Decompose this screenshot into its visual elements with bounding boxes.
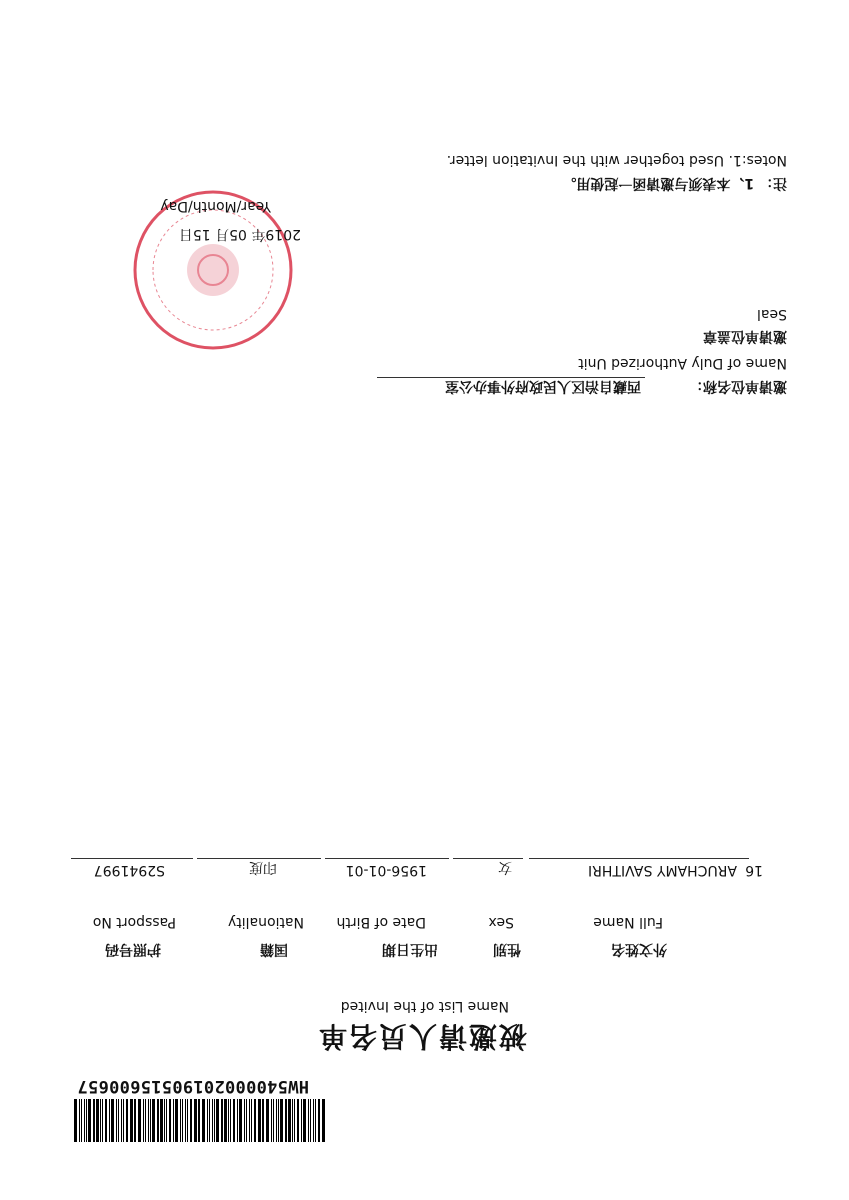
- barcode-bar: [262, 1099, 264, 1142]
- barcode-bar: [160, 1099, 163, 1142]
- barcode-bar: [285, 1099, 287, 1142]
- barcode-bar: [303, 1099, 306, 1142]
- header-passport-en: Passport No: [92, 914, 176, 930]
- header-dob-en: Date of Birth: [336, 914, 426, 930]
- barcode-bar: [130, 1099, 133, 1142]
- barcode-bar: [143, 1099, 144, 1142]
- barcode-bar: [96, 1099, 99, 1142]
- barcode-bar: [212, 1099, 213, 1142]
- barcode-bar: [280, 1099, 283, 1142]
- header-passport-cn: 护照号码: [105, 941, 161, 957]
- header-nationality-cn: 国籍: [260, 941, 288, 957]
- barcode-bar: [278, 1099, 279, 1142]
- barcode-bar: [297, 1099, 299, 1142]
- barcode-bar: [288, 1099, 291, 1142]
- barcode-bar: [254, 1099, 256, 1142]
- barcode-bar: [88, 1099, 91, 1142]
- row-sex: 女: [498, 859, 512, 875]
- seal-date-format: Year/Month/Day: [160, 198, 271, 214]
- row-full-name: ARUCHAMY SAVITHRI: [588, 862, 737, 878]
- barcode-bar: [145, 1099, 146, 1142]
- document-title-cn: 被邀请人员名单: [316, 1020, 527, 1053]
- document-title-en: Name List of the Invited: [340, 998, 509, 1014]
- barcode-bar: [164, 1099, 165, 1142]
- authorized-unit-name: 西藏自治区人民政府外事办公室: [445, 378, 641, 394]
- barcode-bar: [93, 1099, 95, 1142]
- barcode-bar: [308, 1099, 309, 1142]
- barcode-bar: [116, 1099, 117, 1142]
- seal-label-cn: 邀请单位盖章: [703, 328, 787, 344]
- authorized-unit-label-en: Name of Duly Authorized Unit: [578, 355, 787, 371]
- barcode-bar: [322, 1099, 325, 1142]
- authorized-unit-underline: [377, 377, 645, 378]
- row-nationality: 印度: [249, 859, 277, 875]
- header-nationality-en: Nationality: [227, 914, 304, 930]
- dob-underline: [325, 858, 449, 859]
- barcode-bar: [86, 1099, 87, 1142]
- barcode-bar: [123, 1099, 124, 1142]
- barcode-bar: [182, 1099, 183, 1142]
- nationality-underline: [197, 858, 321, 859]
- barcode-bar: [271, 1099, 272, 1142]
- authorized-unit-label-cn: 邀请单位名称：: [689, 378, 787, 394]
- barcode-bar: [202, 1099, 205, 1142]
- barcode-bar: [138, 1099, 141, 1142]
- header-full-name-cn: 外文姓名: [611, 941, 667, 957]
- barcode-bar: [169, 1099, 171, 1142]
- barcode-bar: [239, 1099, 242, 1142]
- barcode-bar: [221, 1099, 223, 1142]
- barcode-bar: [273, 1099, 274, 1142]
- seal-label-en: Seal: [757, 306, 787, 322]
- barcode-bar: [244, 1099, 245, 1142]
- barcode-bar: [187, 1099, 188, 1142]
- barcode-bar: [266, 1099, 269, 1142]
- barcode-bar: [175, 1099, 178, 1142]
- barcode-bar: [310, 1099, 311, 1142]
- header-dob-cn: 出生日期: [382, 941, 438, 957]
- barcode-bar: [249, 1099, 250, 1142]
- barcode-bar: [313, 1099, 314, 1142]
- barcode-bar: [194, 1099, 197, 1142]
- barcode-bar: [237, 1099, 238, 1142]
- header-sex-cn: 性别: [493, 941, 521, 957]
- full-name-underline: [529, 858, 749, 859]
- barcode-bar: [228, 1099, 229, 1142]
- barcode-bar: [84, 1099, 85, 1142]
- barcode-bar: [258, 1099, 261, 1142]
- barcode-bar: [173, 1099, 174, 1142]
- barcode-bar: [216, 1099, 219, 1142]
- barcode-bar: [109, 1099, 110, 1142]
- seal-date: 2019年 05月 15日: [178, 226, 301, 242]
- barcode-bar: [157, 1099, 159, 1142]
- header-sex-en: Sex: [488, 914, 514, 930]
- passport-underline: [71, 858, 193, 859]
- barcode-bar: [134, 1099, 136, 1142]
- barcode-bar: [79, 1099, 80, 1142]
- barcode-bar: [224, 1099, 227, 1142]
- barcode-bar: [150, 1099, 151, 1142]
- barcode-bar: [100, 1099, 101, 1142]
- barcode: [71, 1099, 327, 1142]
- barcode-bar: [185, 1099, 186, 1142]
- barcode-bar: [111, 1099, 114, 1142]
- sex-underline: [453, 858, 523, 859]
- barcode-bar: [292, 1099, 293, 1142]
- barcode-bar: [190, 1099, 192, 1142]
- row-passport-no: S2941997: [93, 862, 165, 878]
- note-cn: 注： 1、本表须与邀请函一起使用。: [562, 175, 787, 191]
- barcode-bar: [166, 1099, 167, 1142]
- barcode-bar: [233, 1099, 235, 1142]
- barcode-bar: [276, 1099, 277, 1142]
- barcode-bar: [148, 1099, 149, 1142]
- barcode-bar: [81, 1099, 82, 1142]
- barcode-bar: [74, 1099, 77, 1142]
- barcode-bar: [230, 1099, 231, 1142]
- barcode-bar: [318, 1099, 320, 1142]
- barcode-bar: [294, 1099, 295, 1142]
- row-index: 16: [745, 862, 763, 878]
- barcode-bar: [126, 1099, 128, 1142]
- barcode-bar: [209, 1099, 210, 1142]
- barcode-bar: [315, 1099, 316, 1142]
- header-full-name-en: Full Name: [593, 914, 663, 930]
- barcode-number: HW540000201905156006​57: [77, 1076, 309, 1096]
- barcode-bar: [301, 1099, 302, 1142]
- barcode-bar: [118, 1099, 119, 1142]
- barcode-bar: [251, 1099, 252, 1142]
- barcode-bar: [121, 1099, 122, 1142]
- barcode-bar: [180, 1099, 181, 1142]
- row-date-of-birth: 1956-01-01: [345, 862, 427, 878]
- barcode-bar: [198, 1099, 200, 1142]
- barcode-bar: [105, 1099, 107, 1142]
- barcode-bar: [152, 1099, 155, 1142]
- barcode-bar: [246, 1099, 247, 1142]
- note-en: Notes:1. Used together with the Invitation letter.: [446, 152, 787, 168]
- barcode-bar: [207, 1099, 208, 1142]
- barcode-bar: [102, 1099, 103, 1142]
- barcode-bar: [214, 1099, 215, 1142]
